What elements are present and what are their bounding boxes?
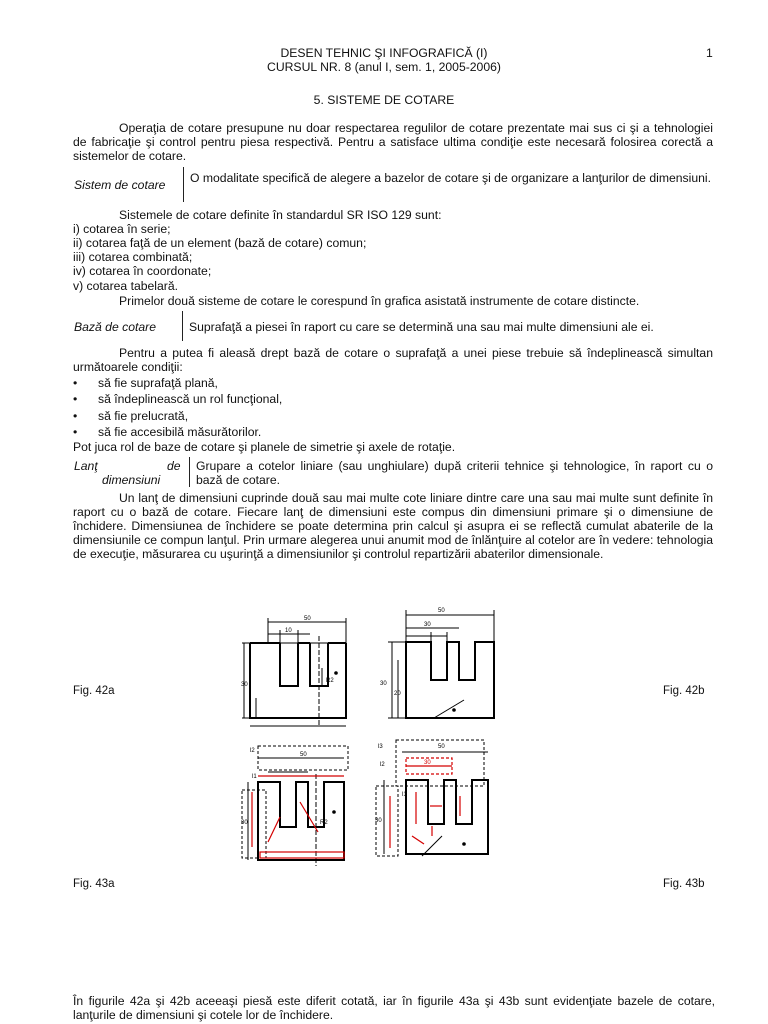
dim-label: 30 — [241, 682, 248, 688]
dim-label: 50 — [304, 616, 311, 622]
figure-42a-drawing — [238, 608, 368, 733]
figure-caption-43b: Fig. 43b — [663, 878, 705, 890]
definition-term-lant-a: Lanţ — [74, 459, 98, 473]
definition-text-sistem: O modalitate specifică de alegere a bazelor de cotare şi de organizare a lanţurilor de dimensiuni. — [190, 171, 711, 185]
definition-term-sistem: Sistem de cotare — [74, 178, 166, 192]
section-title: 5. SISTEME DE COTARE — [313, 93, 455, 107]
dim-label: l1 — [402, 792, 407, 798]
list-item: iii) cotarea combinată; — [73, 250, 193, 264]
list-item: să fie prelucrată, — [98, 409, 189, 423]
definition-divider — [183, 167, 184, 202]
definition-divider — [189, 457, 190, 487]
closing-paragraph: În figurile 42a şi 42b aceeaşi piesă este diferit cotată, iar în figurile 43a şi 43b sunt evidenţiate bazele de cotare, lanţurile de dimensiuni şi cotele lor de închidere. — [73, 994, 715, 1022]
dim-label: 10 — [285, 628, 292, 634]
course-title: DESEN TEHNIC ŞI INFOGRAFICĂ (I) — [280, 46, 488, 60]
figure-43a-drawing — [238, 742, 368, 870]
list-item: să îndeplinească un rol funcţional, — [98, 392, 283, 406]
list-item: v) cotarea tabelară. — [73, 279, 179, 293]
dim-label: 20 — [394, 691, 401, 697]
list-item: i) cotarea în serie; — [73, 222, 171, 236]
definition-term-lant-b: de — [167, 459, 181, 473]
bullet-icon: • — [73, 392, 78, 406]
definition-text-lant: Grupare a cotelor liniare (sau unghiulare) după criterii tehnice şi tehnologice, în raport cu o bază de cotare. — [196, 459, 713, 487]
dim-label: 50 — [300, 752, 307, 758]
figure-caption-42b: Fig. 42b — [663, 685, 705, 697]
course-number: CURSUL NR. 8 (anul I, sem. 1, 2005-2006) — [267, 60, 501, 74]
definition-term-baza: Bază de cotare — [74, 320, 156, 334]
dim-label: l2 — [250, 748, 255, 754]
definition-divider — [182, 311, 183, 341]
bullet-icon: • — [73, 376, 78, 390]
page-number: 1 — [706, 46, 713, 60]
dim-label: 50 — [438, 744, 445, 750]
list-item: ii) cotarea faţă de un element (bază de cotare) comun; — [73, 236, 367, 250]
dim-label: l2 — [380, 762, 385, 768]
conditions-intro: Pentru a putea fi aleasă drept bază de cotare o suprafaţă a unei piese trebuie să îndeplinească simultan următoarele condiţii: — [73, 346, 713, 374]
bullet-icon: • — [73, 425, 78, 439]
figure-caption-43a: Fig. 43a — [73, 878, 115, 890]
dim-label: l1 — [252, 774, 257, 780]
intro-paragraph: Operaţia de cotare presupune nu doar respectarea regulilor de cotare prezentate mai sus ci şi a tehnologiei de fabricaţie şi control pentru piesa respectivă. Pentru a satisface ultima condiţie este necesară folosirea corectă a sistemelor de cotare. — [73, 121, 713, 163]
figure-caption-42a: Fig. 42a — [73, 685, 115, 697]
list-item: să fie suprafaţă plană, — [98, 376, 218, 390]
dim-label: 30 — [424, 622, 431, 628]
dim-label: 30 — [241, 820, 248, 826]
figure-42b-drawing — [374, 600, 504, 730]
systems-note: Primelor două sisteme de cotare le corespund în grafica asistată instrumente de cotare distincte. — [119, 294, 640, 308]
list-item: să fie accesibilă măsurătorilor. — [98, 425, 262, 439]
dim-label: 50 — [438, 608, 445, 614]
dim-label: l3 — [378, 744, 383, 750]
systems-intro: Sistemele de cotare definite în standardul SR ISO 129 sunt: — [119, 208, 442, 222]
definition-text-baza: Suprafaţă a piesei în raport cu care se determină una sau mai multe dimensiuni ale ei. — [189, 320, 654, 334]
chain-paragraph: Un lanţ de dimensiuni cuprinde două sau mai multe cote liniare dintre care una sau mai multe sunt definite în raport cu o bază de cotare. Fiecare lanţ de dimensiuni este compus din dimensiuni primare şi o dimensiune de închidere. Dimensiunea de închidere se poate determina prin calcul şi asupra ei se reflectă cumulat abaterile de la dimensiunile ce compun lanţul. Prin urmare alegerea unui anumit mod de înlănţuire al cotelor are în vedere: tehnologia de execuţie, măsurarea cu uşurinţă a dimensiunilor şi controlul repartizării abaterilor dimensionale. — [73, 491, 713, 561]
dim-label: R2 — [326, 678, 334, 684]
figure-43b-drawing — [372, 736, 502, 868]
bullet-icon: • — [73, 409, 78, 423]
list-item: iv) cotarea în coordonate; — [73, 264, 212, 278]
dim-label: 30 — [375, 818, 382, 824]
dim-label: 30 — [380, 681, 387, 687]
dim-label: 30 — [424, 760, 431, 766]
dim-label: R2 — [320, 820, 328, 826]
symmetry-note: Pot juca rol de baze de cotare şi planele de simetrie şi axele de rotaţie. — [73, 440, 456, 454]
definition-term-lant-c: dimensiuni — [102, 473, 161, 487]
